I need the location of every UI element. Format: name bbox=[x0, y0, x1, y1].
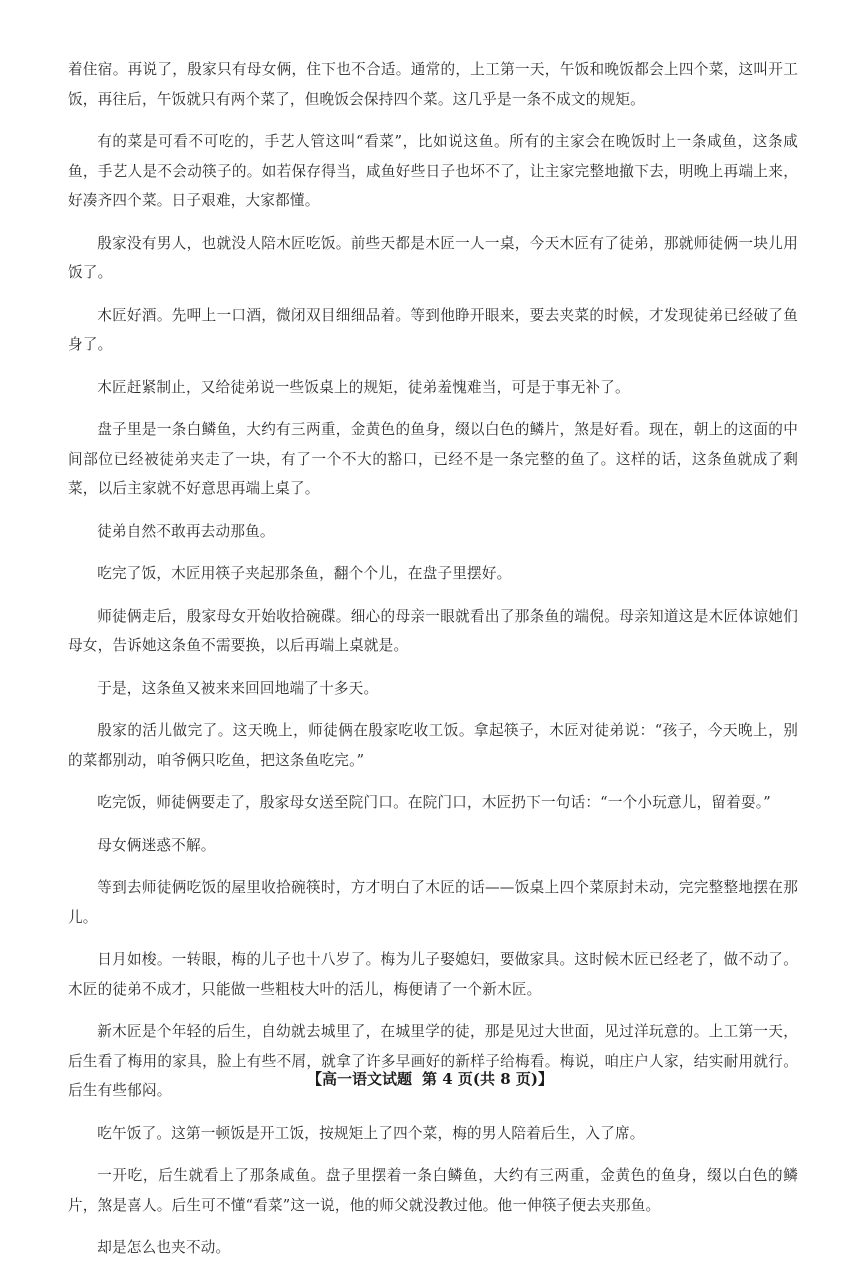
paragraph: 殷家没有男人，也就没人陪木匠吃饭。前些天都是木匠一人一桌，今天木匠有了徒弟，那就师徒俩一块儿用饭了。 bbox=[68, 234, 798, 281]
paragraph: 盘子里是一条白鳞鱼，大约有三两重，金黄色的鱼身，缀以白色的鳞片，煞是好看。现在，朝上的这面的中间部位已经被徒弟夹走了一块，有了一个不大的豁口，已经不是一条完整的鱼了。这样的话，这条鱼就成了剩菜，以后主家就不好意思再端上桌了。 bbox=[68, 421, 798, 497]
paragraph: 木匠好酒。先呷上一口酒，微闭双目细细品着。等到他睁开眼来，要去夹菜的时候，才发现徒弟已经破了鱼身了。 bbox=[68, 306, 798, 353]
paragraph: 等到去师徒俩吃饭的屋里收拾碗筷时，方才明白了木匠的话——饭桌上四个菜原封未动，完完整整地摆在那儿。 bbox=[68, 879, 798, 926]
paragraph: 却是怎么也夹不动。 bbox=[97, 1239, 231, 1256]
paragraph: 徒弟自然不敢再去动那鱼。 bbox=[97, 522, 275, 540]
paragraph: 吃完饭，师徒俩要走了，殷家母女送至院门口。在院门口，木匠扔下一句话：“一个小玩意儿，留着耍。” bbox=[97, 794, 771, 811]
page-footer bbox=[0, 1068, 860, 1089]
page-number: 第 4 页(共 8 页)】 bbox=[422, 1070, 553, 1088]
paragraph: 师徒俩走后，殷家母女开始收拾碗碟。细心的母亲一眼就看出了那条鱼的端倪。母亲知道这是木匠体谅她们母女，告诉她这条鱼不需要换，以后再端上桌就是。 bbox=[68, 607, 798, 654]
paragraph: 日月如梭。一转眼，梅的儿子也十八岁了。梅为儿子娶媳妇，要做家具。这时候木匠已经老了，做不动了。木匠的徒弟不成才，只能做一些粗枝大叶的活儿，梅便请了一个新木匠。 bbox=[68, 951, 798, 998]
paragraph: 于是，这条鱼又被来来回回地端了十多天。 bbox=[97, 679, 379, 697]
paragraph: 吃完了饭，木匠用筷子夹起那条鱼，翻个个儿，在盘子里摆好。 bbox=[97, 565, 512, 582]
paragraph: 一开吃，后生就看上了那条咸鱼。盘子里摆着一条白鳞鱼，大约有三两重，金黄色的鱼身，缀以白色的鳞片，煞是喜人。后生可不懂“看菜”这一说，他的师父就没教过他。他一伸筷子便去夹那鱼。 bbox=[68, 1167, 798, 1214]
exam-title: 【高一语文试题 bbox=[307, 1070, 413, 1088]
paragraph: 新木匠是个年轻的后生，自幼就去城里了，在城里学的徒，那是见过大世面，见过洋玩意的。上工第一天，后生看了梅用的家具，脸上有些不屑，就拿了许多早画好的新样子给梅看。梅说，咱庄户人家，结实耐用就行。后生有些郁闷。 bbox=[68, 1023, 798, 1099]
paragraph: 木匠赶紧制止，又给徒弟说一些饭桌上的规矩，徒弟羞愧难当，可是于事无补了。 bbox=[97, 378, 630, 396]
paragraph: 有的菜是可看不可吃的，手艺人管这叫“看菜”，比如说这鱼。所有的主家会在晚饭时上一条咸鱼，这条咸鱼，手艺人是不会动筷子的。如若保存得当，咸鱼好些日子也坏不了，让主家完整地撤下去，明晚上再端上来，好凑齐四个菜。日子艰难，大家都懂。 bbox=[68, 133, 798, 209]
paragraph: 母女俩迷惑不解。 bbox=[97, 836, 216, 854]
paragraph: 吃午饭了。这第一顿饭是开工饭，按规矩上了四个菜，梅的男人陪着后生，入了席。 bbox=[97, 1124, 645, 1142]
paragraph-continuation: 着住宿。再说了，殷家只有母女俩，住下也不合适。通常的，上工第一天，午饭和晚饭都会上四个菜，这叫开工饭，再往后，午饭就只有两个菜了，但晚饭会保持四个菜。这几乎是一条不成文的规矩。 bbox=[68, 61, 798, 108]
paragraph: 殷家的活儿做完了。这天晚上，师徒俩在殷家吃收工饭。拿起筷子，木匠对徒弟说：“孩子，今天晚上，别的菜都别动，咱爷俩只吃鱼，把这条鱼吃完。” bbox=[68, 722, 798, 769]
